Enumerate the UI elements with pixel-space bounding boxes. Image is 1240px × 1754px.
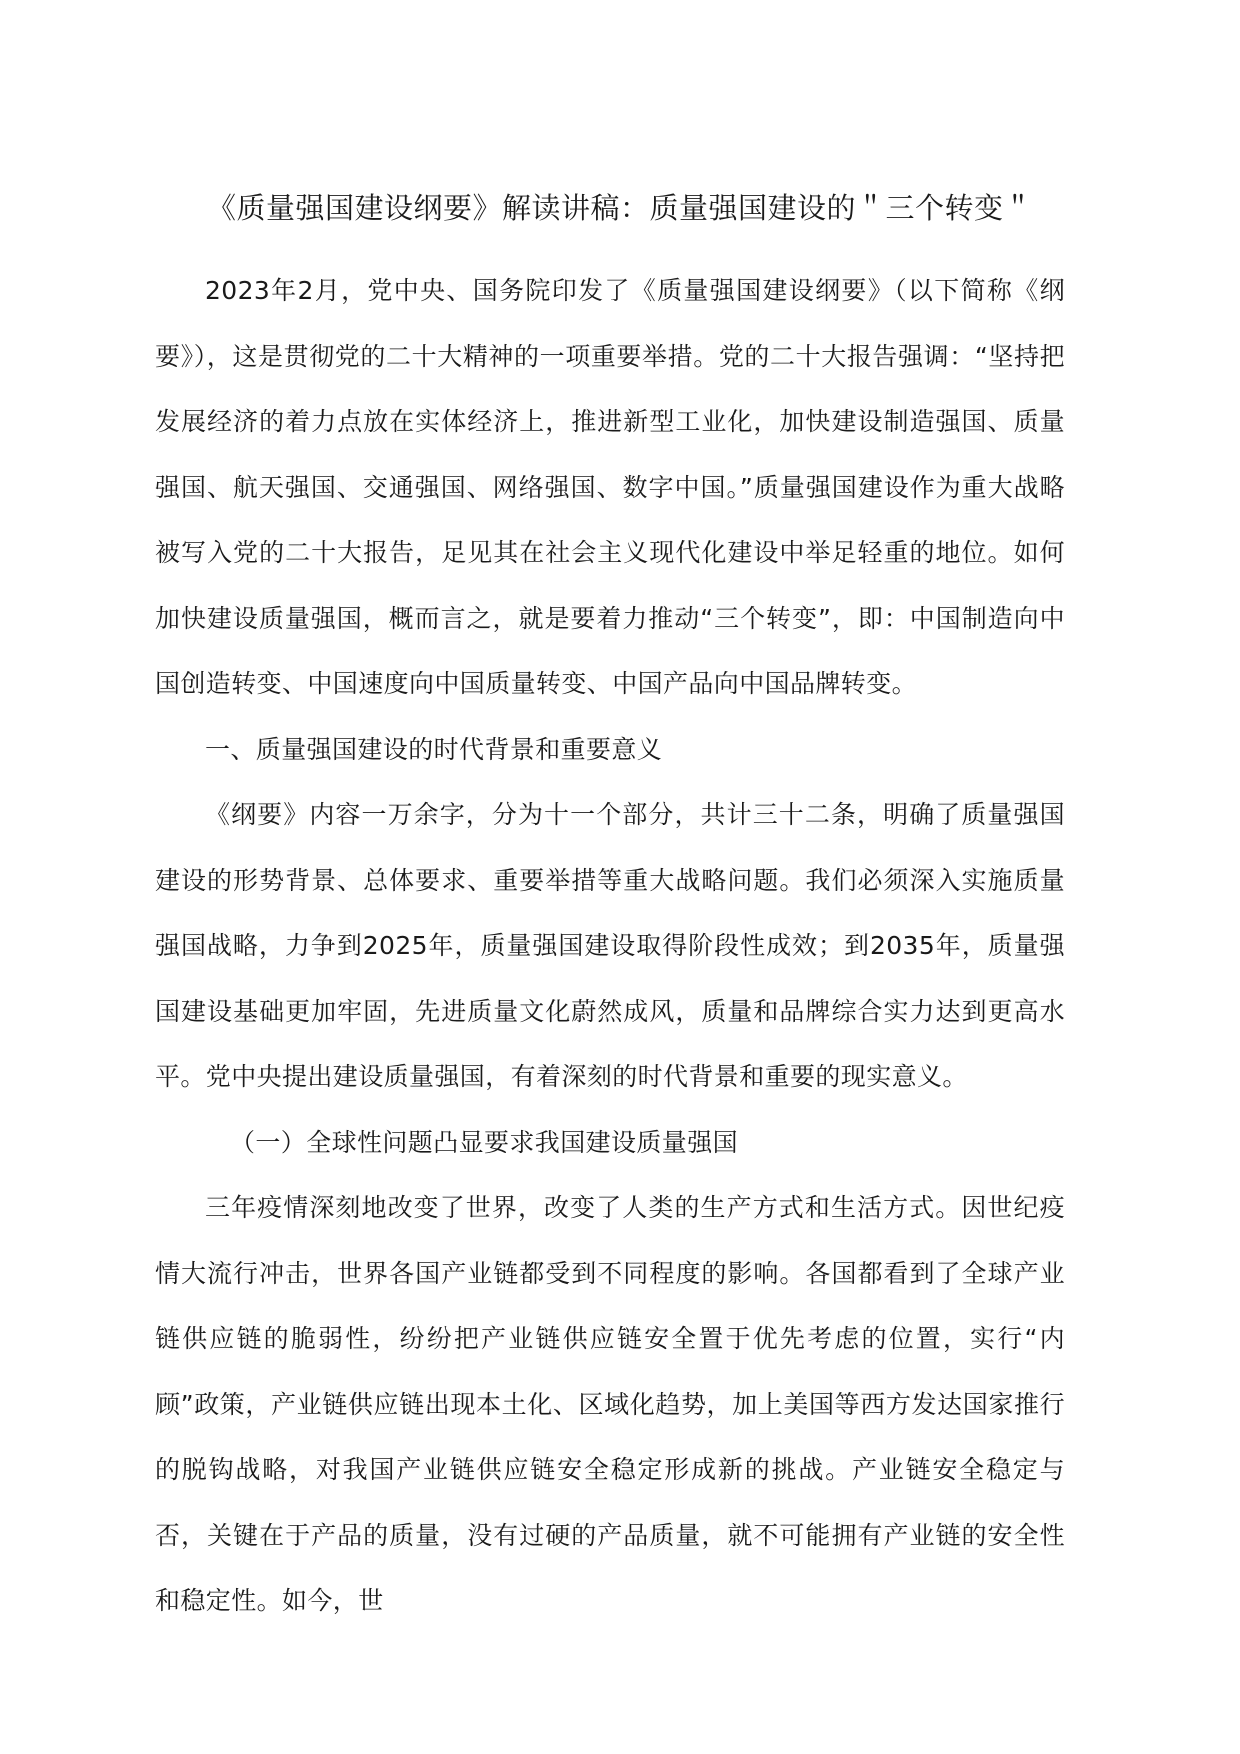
document-body: [155, 258, 1065, 1634]
section-heading-1: 一、质量强国建设的时代背景和重要意义: [205, 734, 663, 764]
paragraph-overview: 《纲要》内容一万余字，分为十一个部分，共计三十二条，明确了质量强国建设的形势背景、总体要求、重要举措等重大战略问题。我们必须深入实施质量强国战略，力争到2025年，质量强国建设取得阶段性成效；到2035年，质量强国建设基础更加牢固，先进质量文化蔚然成风，质量和品牌综合实力达到更高水平。党中央提出建设质量强国，有着深刻的时代背景和重要的现实意义。: [155, 800, 1065, 1091]
document-title: 《质量强国建设纲要》解读讲稿：质量强国建设的＂三个转变＂: [206, 191, 1033, 225]
paragraph-global-issues: 三年疫情深刻地改变了世界，改变了人类的生产方式和生活方式。因世纪疫情大流行冲击，世界各国产业链都受到不同程度的影响。各国都看到了全球产业链供应链的脆弱性，纷纷把产业链供应链安全置于优先考虑的位置，实行“内顾”政策，产业链供应链出现本土化、区域化趋势，加上美国等西方发达国家推行的脱钩战略，对我国产业链供应链安全稳定形成新的挑战。产业链安全稳定与否，关键在于产品的质量，没有过硬的产品质量，就不可能拥有产业链的安全性和稳定性。如今，世: [155, 1193, 1065, 1615]
paragraph-intro: 2023年2月，党中央、国务院印发了《质量强国建设纲要》（以下简称《纲要》），这是贯彻党的二十大精神的一项重要举措。党的二十大报告强调：“坚持把发展经济的着力点放在实体经济上，推进新型工业化，加快建设制造强国、质量强国、航天强国、交通强国、网络强国、数字中国。”质量强国建设作为重大战略被写入党的二十大报告，足见其在社会主义现代化建设中举足轻重的地位。如何加快建设质量强国，概而言之，就是要着力推动“三个转变”，即：中国制造向中国创造转变、中国速度向中国质量转变、中国产品向中国品牌转变。: [155, 276, 1065, 698]
subsection-heading-1: （一）全球性问题凸显要求我国建设质量强国: [230, 1127, 739, 1157]
